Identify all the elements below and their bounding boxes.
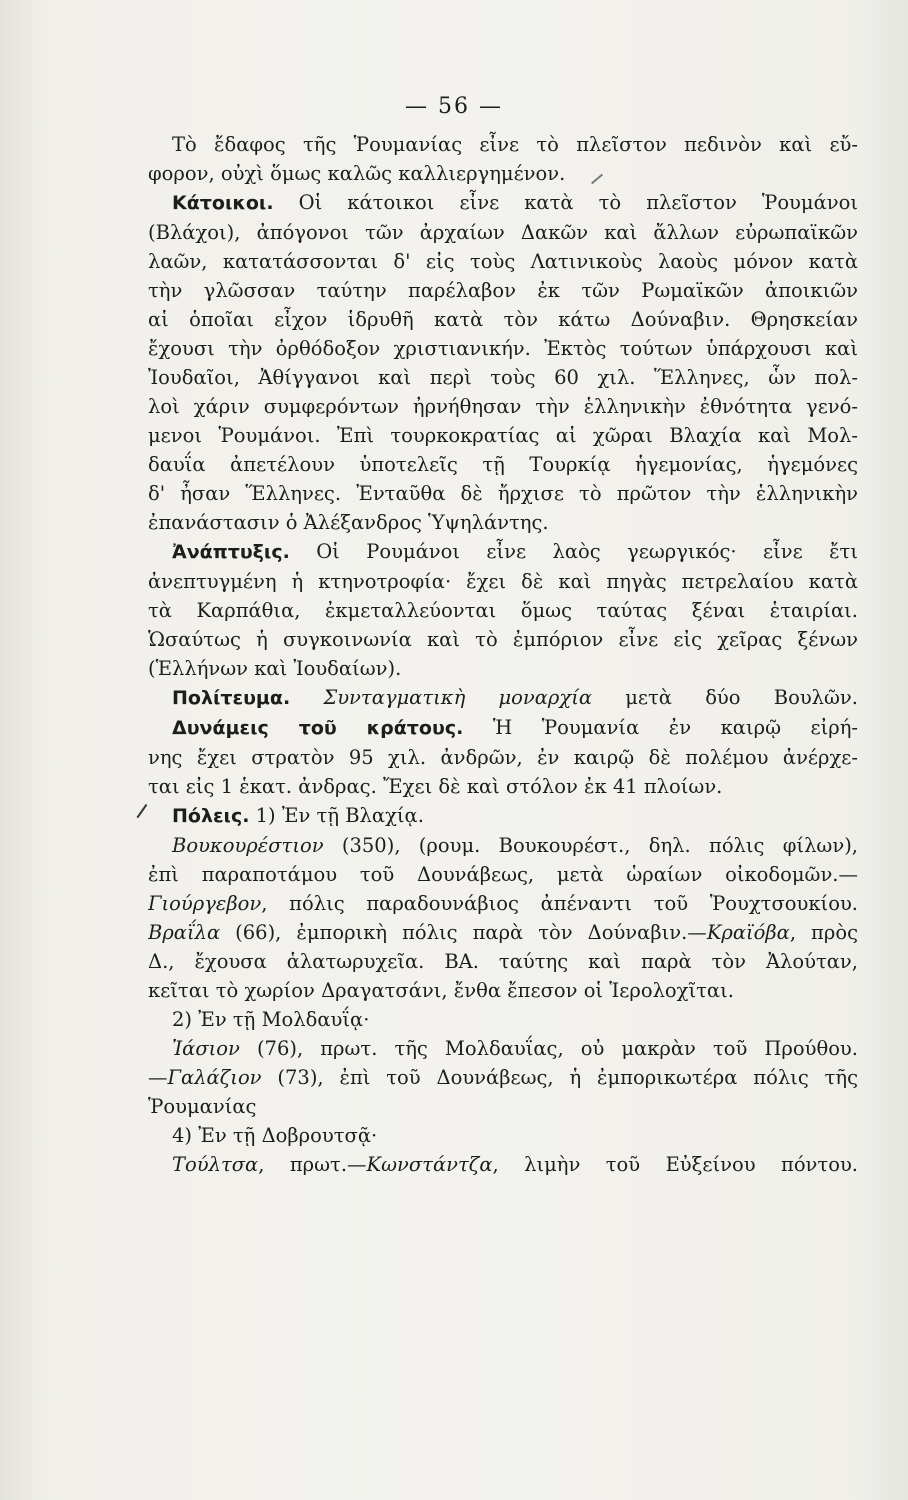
text-span: 4) Ἐν τῇ Δοβρουτσᾷ· bbox=[172, 1124, 378, 1147]
text-span: τὰ Καρπάθια, ἐκμεταλλεύονται ὅμως ταύτας ξέναι ἑταιρίαι. bbox=[148, 599, 858, 622]
text-line bbox=[148, 567, 858, 596]
text-line bbox=[148, 130, 858, 159]
text-span: Ἰουδαῖοι, Ἀθίγγανοι καὶ περὶ τοὺς 60 χιλ. Ἕλληνες, ὧν πολ- bbox=[148, 366, 858, 389]
text-line bbox=[148, 363, 858, 392]
text-line bbox=[148, 508, 858, 537]
text-span bbox=[290, 686, 323, 709]
text-line bbox=[148, 654, 858, 683]
text-span: ἐπὶ παραποτάμου τοῦ Δουνάβεως, μετὰ ὡραίων οἰκοδομῶν.— bbox=[148, 863, 858, 886]
text-line bbox=[148, 421, 858, 450]
section-heading: Δυνάμεις τοῦ κράτους. bbox=[172, 717, 464, 739]
text-span: (Ἑλλήνων καὶ Ἰουδαίων). bbox=[148, 657, 402, 680]
text-span: τὴν γλῶσσαν ταύτην παρέλαβον ἐκ τῶν Ρωμαϊκῶν ἀποικιῶν bbox=[148, 279, 858, 302]
text-body bbox=[148, 130, 858, 1179]
text-line bbox=[148, 743, 858, 772]
italic-text: Βουκουρέστιον bbox=[172, 834, 324, 857]
text-span: φορον, οὐχὶ ὅμως καλῶς καλλιεργημένον. bbox=[148, 162, 566, 185]
text-span: νης ἔχει στρατὸν 95 χιλ. ἀνδρῶν, ἐν καιρῷ δὲ πολέμου ἀνέρχε- bbox=[148, 746, 858, 769]
text-line bbox=[148, 625, 858, 654]
text-line bbox=[148, 188, 858, 218]
text-line bbox=[148, 831, 858, 860]
text-span: 2) Ἐν τῇ Μολδαυΐᾳ· bbox=[172, 1008, 370, 1031]
text-line bbox=[148, 334, 858, 363]
text-line bbox=[148, 1092, 858, 1121]
text-span: Ἡ Ῥουμανία ἐν καιρῷ εἰρή- bbox=[463, 716, 858, 739]
text-span: Τὸ ἔδαφος τῆς Ῥουμανίας εἶνε τὸ πλεῖστον πεδινὸν καὶ εὔ- bbox=[172, 133, 858, 156]
italic-text: Γαλάζιον bbox=[167, 1066, 262, 1089]
text-span: , πρωτ.— bbox=[258, 1153, 367, 1176]
section-heading: Πολίτευμα. bbox=[172, 687, 291, 709]
text-line bbox=[148, 772, 858, 801]
text-line bbox=[148, 392, 858, 421]
text-span: ται εἰς 1 ἑκατ. ἀνδρας. Ἔχει δὲ καὶ στόλον ἐκ 41 πλοίων. bbox=[148, 775, 723, 798]
text-span: Οἱ Ρουμάνοι εἶνε λαὸς γεωργικός· εἶνε ἔτι bbox=[289, 540, 858, 563]
italic-text: Βραΐλα bbox=[148, 921, 221, 944]
text-line bbox=[148, 479, 858, 508]
text-span: ἔχουσι τὴν ὀρθόδοξον χριστιανικήν. Ἐκτὸς τούτων ὑπάρχουσι καὶ bbox=[148, 337, 858, 360]
italic-text: Κραϊόβα bbox=[706, 921, 790, 944]
text-line bbox=[148, 860, 858, 889]
text-span: ἐπανάστασιν ὁ Ἀλέξανδρος Ὑψηλάντης. bbox=[148, 511, 549, 534]
text-line bbox=[148, 713, 858, 743]
text-line bbox=[148, 596, 858, 625]
text-span: (Βλάχοι), ἀπόγονοι τῶν ἀρχαίων Δακῶν καὶ ἄλλων εὐρωπαϊκῶν bbox=[148, 221, 858, 244]
text-line bbox=[148, 889, 858, 918]
text-line bbox=[148, 1063, 858, 1092]
text-line bbox=[148, 1121, 858, 1150]
text-span: λοὶ χάριν συμφερόντων ἠρνήθησαν τὴν ἑλληνικὴν ἐθνότητα γενό- bbox=[148, 395, 858, 418]
italic-text: Κωνστάντζα bbox=[366, 1153, 493, 1176]
text-line bbox=[148, 159, 858, 188]
text-span: δαυΐα ἀπετέλουν ὑποτελεῖς τῇ Τουρκίᾳ ἡγεμονίας, ἡγεμόνες bbox=[148, 453, 858, 476]
page-number: — 56 — bbox=[405, 94, 503, 119]
text-span: δ' ἦσαν Ἕλληνες. Ἐνταῦθα δὲ ἤρχισε τὸ πρῶτον τὴν ἑλληνικὴν bbox=[148, 482, 858, 505]
text-line bbox=[148, 801, 858, 831]
text-span: μενοι Ῥουμάνοι. Ἐπὶ τουρκοκρατίας αἱ χῶραι Βλαχία καὶ Μολ- bbox=[148, 424, 858, 447]
text-line bbox=[148, 918, 858, 947]
text-line bbox=[148, 450, 858, 479]
text-line bbox=[148, 683, 858, 713]
text-span: (73), ἐπὶ τοῦ Δουνάβεως, ἡ ἐμπορικωτέρα πόλις τῆς bbox=[261, 1066, 858, 1089]
text-line bbox=[148, 218, 858, 247]
text-span: , πόλις παραδουνάβιος ἀπέναντι τοῦ Ῥουχτσουκίου. bbox=[261, 892, 858, 915]
text-line bbox=[148, 1005, 858, 1034]
text-line bbox=[148, 976, 858, 1005]
text-span: (76), πρωτ. τῆς Μολδαυΐας, οὐ μακρὰν τοῦ Προύθου. bbox=[239, 1037, 858, 1060]
text-span: Ῥουμανίας bbox=[148, 1095, 257, 1118]
text-span: Δ., ἔχουσα ἁλατωρυχεῖα. ΒΑ. ταύτης καὶ παρὰ τὸν Ἀλούταν, bbox=[148, 950, 858, 973]
section-heading: Πόλεις. bbox=[172, 805, 250, 827]
text-line bbox=[148, 1150, 858, 1179]
text-span: , πρὸς bbox=[789, 921, 858, 944]
italic-text: Συνταγματικὴ μοναρχία bbox=[323, 686, 593, 709]
italic-text: Ἰάσιον bbox=[172, 1037, 240, 1060]
text-span: μετὰ δύο Βουλῶν. bbox=[592, 686, 858, 709]
text-line bbox=[148, 947, 858, 976]
text-span: κεῖται τὸ χωρίον Δραγατσάνι, ἔνθα ἔπεσον οἱ Ἱερολοχῖται. bbox=[148, 979, 734, 1002]
text-span: , λιμὴν τοῦ Εὐξείνου πόντου. bbox=[492, 1153, 858, 1176]
text-span: ἀνεπτυγμένη ἡ κτηνοτροφία· ἔχει δὲ καὶ πηγὰς πετρελαίου κατὰ bbox=[148, 570, 858, 593]
text-span: (66), ἐμπορικὴ πόλις παρὰ τὸν Δούναβιν.— bbox=[220, 921, 707, 944]
text-line bbox=[148, 1034, 858, 1063]
text-line bbox=[148, 537, 858, 567]
italic-text: Γιούργεβον bbox=[148, 892, 262, 915]
section-heading: Κάτοικοι. bbox=[172, 192, 274, 214]
text-span: λαῶν, κατατάσσονται δ' εἰς τοὺς Λατινικοὺς λαοὺς μόνον κατὰ bbox=[148, 250, 858, 273]
text-span: Οἱ κάτοικοι εἶνε κατὰ τὸ πλεῖστον Ῥουμάνοι bbox=[273, 191, 858, 214]
text-line bbox=[148, 305, 858, 334]
text-span: Ὡσαύτως ἡ συγκοινωνία καὶ τὸ ἐμπόριον εἶνε εἰς χεῖρας ξένων bbox=[148, 628, 858, 651]
text-span: 1) Ἐν τῇ Βλαχίᾳ. bbox=[249, 804, 424, 827]
italic-text: Τούλτσα bbox=[172, 1153, 259, 1176]
text-span: αἱ ὁποῖαι εἶχον ἱδρυθῆ κατὰ τὸν κάτω Δούναβιν. Θρησκείαν bbox=[148, 308, 858, 331]
text-line bbox=[148, 276, 858, 305]
text-span: — bbox=[148, 1066, 168, 1089]
text-span: (350), (ρουμ. Βουκουρέστ., δηλ. πόλις φίλων), bbox=[323, 834, 858, 857]
section-heading: Ἀνάπτυξις. bbox=[172, 541, 290, 563]
text-line bbox=[148, 247, 858, 276]
